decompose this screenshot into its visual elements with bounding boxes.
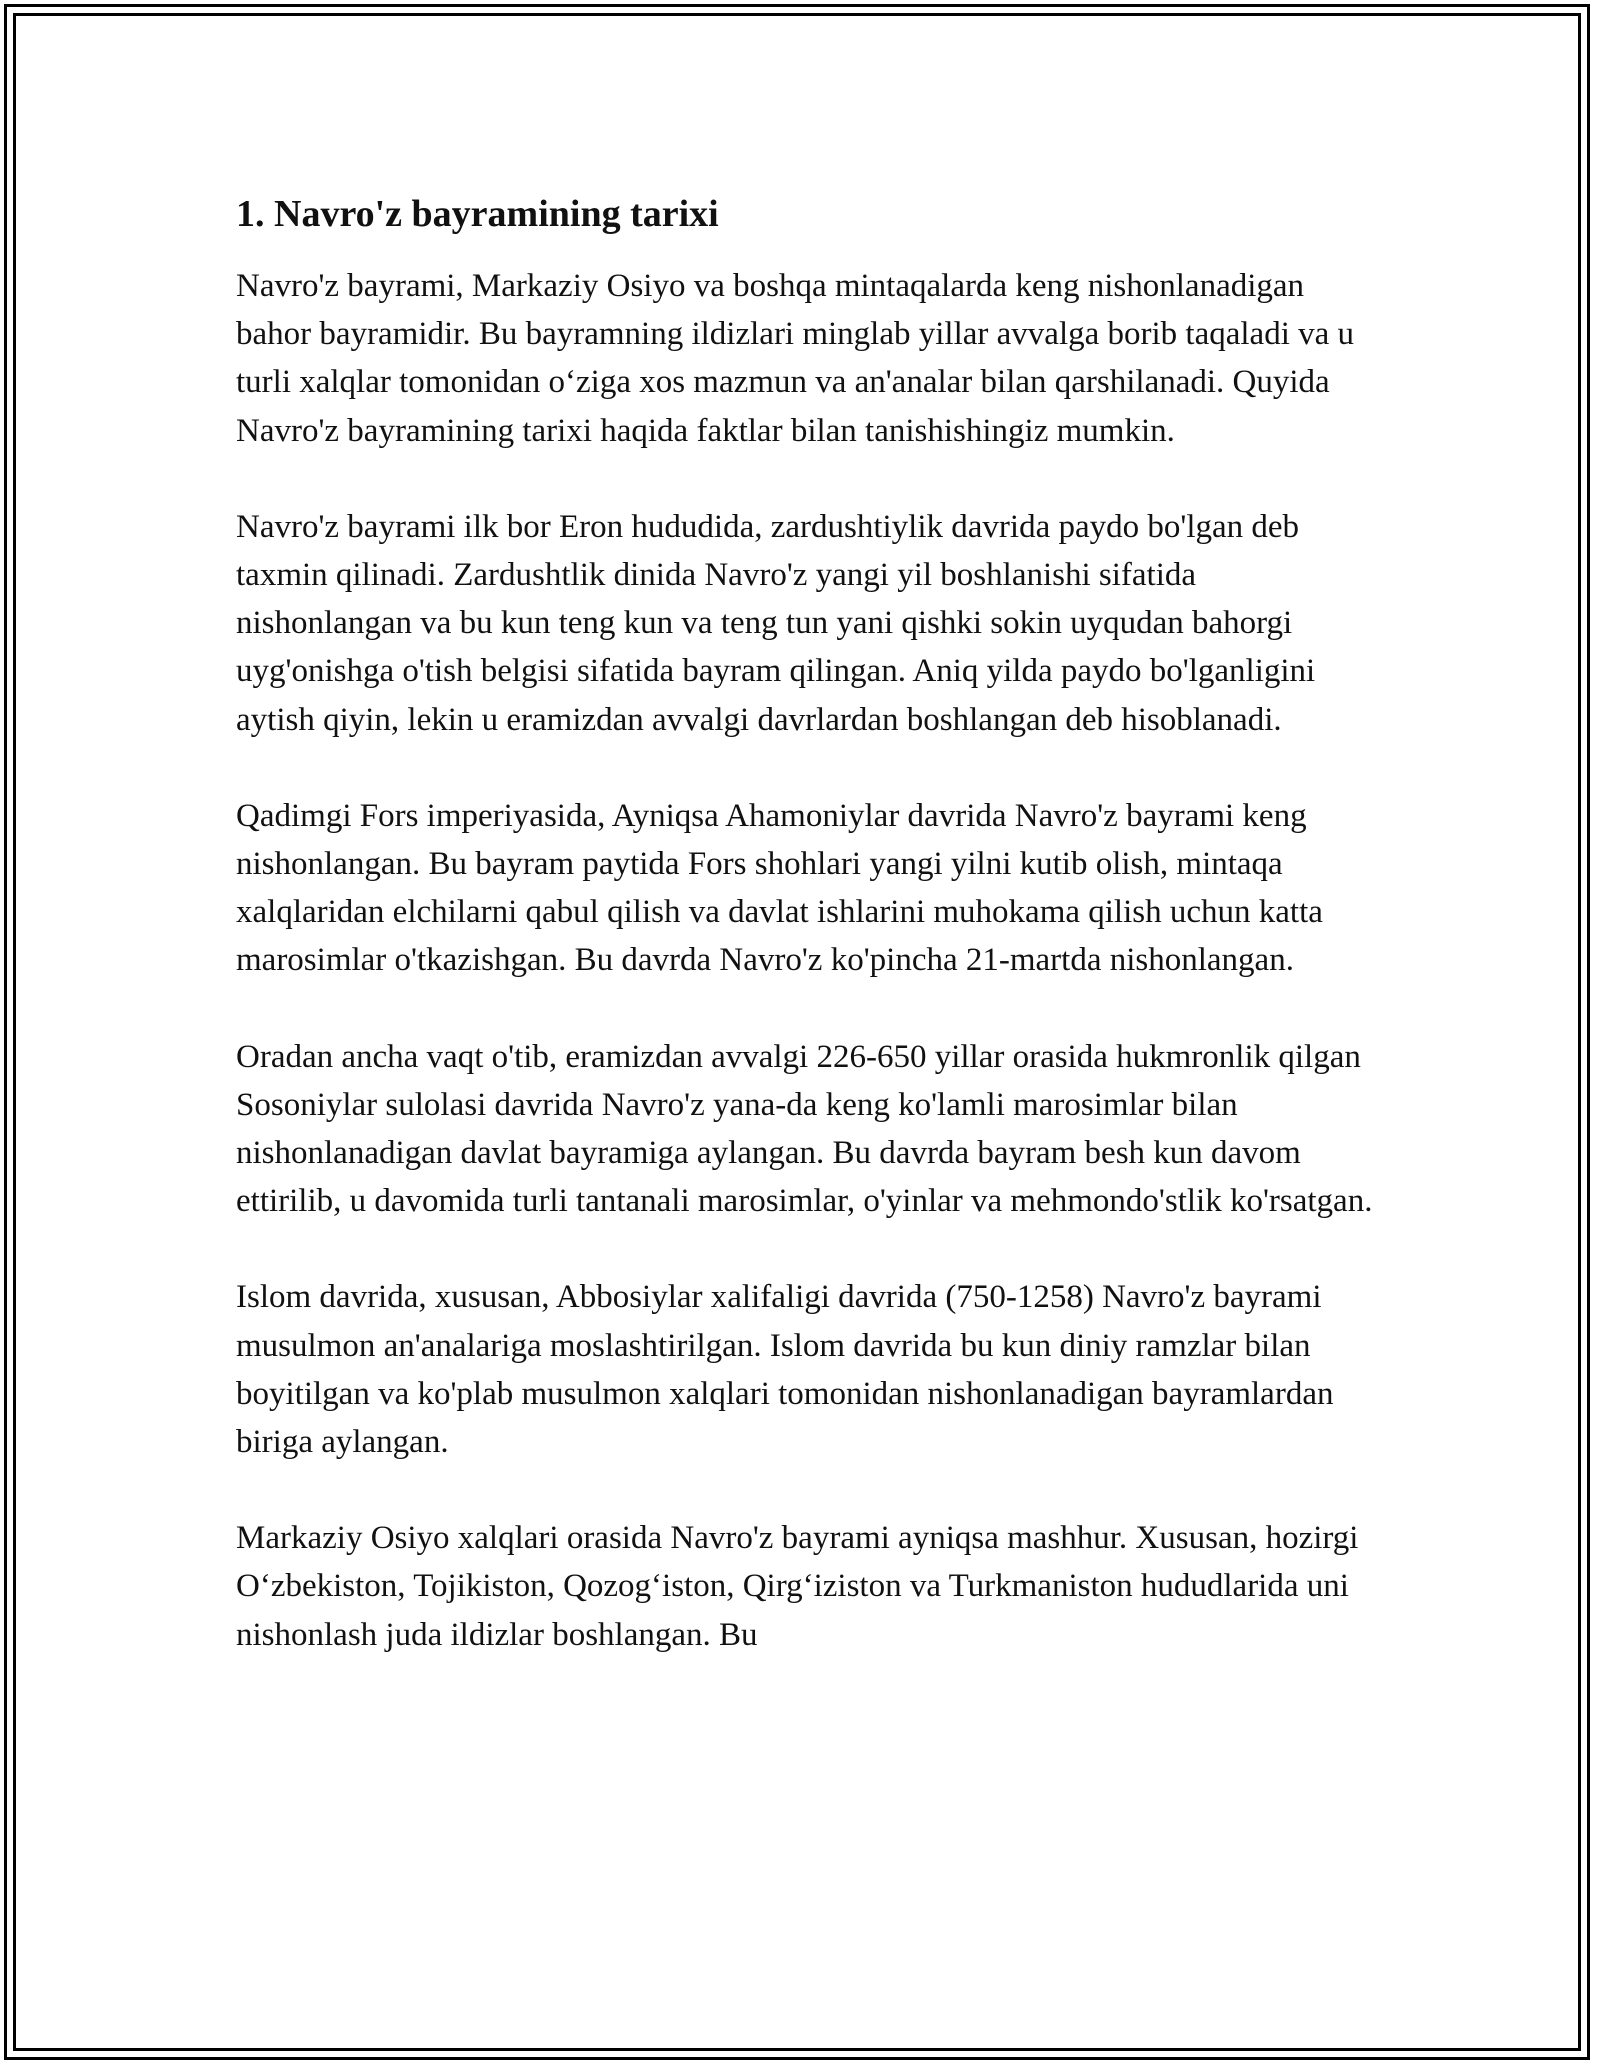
paragraph-persian-empire: Qadimgi Fors imperiyasida, Ayniqsa Ahamoniylar davrida Navro'z bayrami keng nishonlangan. Bu bayram paytida Fors shohlari yangi yilni kutib olish, mintaqa xalqlaridan elchilarni qabul qilish va davlat ishlarini muhokama qilish uchun katta marosimlar o'tkazishgan. Bu davrda Navro'z ko'pincha 21-martda nishonlangan. <box>236 797 1323 979</box>
section-heading: 1. Navro'z bayramining tarixi <box>236 193 719 235</box>
paragraph-islamic-era: Islom davrida, xususan, Abbosiylar xalifaligi davrida (750-1258) Navro'z bayrami musulmon an'analariga moslashtirilgan. Islom davrida bu kun diniy ramzlar bilan boyitilgan va ko'plab musulmon xalqlari tomonidan nishonlanadigan bayramlardan biriga aylangan. <box>236 1279 1334 1461</box>
paragraph-intro: Navro'z bayrami, Markaziy Osiyo va boshqa mintaqalarda keng nishonlanadigan bahor bayramidir. Bu bayramning ildizlari minglab yillar avvalga borib taqaladi va u turli xalqlar tomonidan o‘ziga xos mazmun va an'analar bilan qarshilanadi. Quyida Navro'z bayramining tarixi haqida faktlar bilan tanishishingiz mumkin. <box>236 268 1355 449</box>
paragraph-central-asia: Markaziy Osiyo xalqlari orasida Navro'z bayrami ayniqsa mashhur. Xususan, hozirgi O‘zbekiston, Tojikiston, Qozog‘iston, Qirg‘iziston va Turkmaniston hududlarida uni nishonlash juda ildizlar boshlangan. Bu <box>236 1520 1359 1653</box>
paragraph-zoroastrian-origin: Navro'z bayrami ilk bor Eron hududida, zardushtiylik davrida paydo bo'lgan deb taxmin qilinadi. Zardushtlik dinida Navro'z yangi yil boshlanishi sifatida nishonlangan va bu kun teng kun va teng tun yani qishki sokin uyqudan bahorgi uyg'onishga o'tish belgisi sifatida bayram qilingan. Aniq yilda paydo bo'lganligini aytish qiyin, lekin u eramizdan avvalgi davrlardan boshlangan deb hisoblanadi. <box>236 508 1316 738</box>
paragraph-sasanian: Oradan ancha vaqt o'tib, eramizdan avvalgi 226-650 yillar orasida hukmronlik qilgan Sosoniylar sulolasi davrida Navro'z yana-da keng ko'lamli marosimlar bilan nishonlanadigan davlat bayramiga aylangan. Bu davrda bayram besh kun davom ettirilib, u davomida turli tantanali marosimlar, o'yinlar va mehmondo'stlik ko'rsatgan. <box>236 1038 1373 1220</box>
document-body <box>236 186 1376 1707</box>
